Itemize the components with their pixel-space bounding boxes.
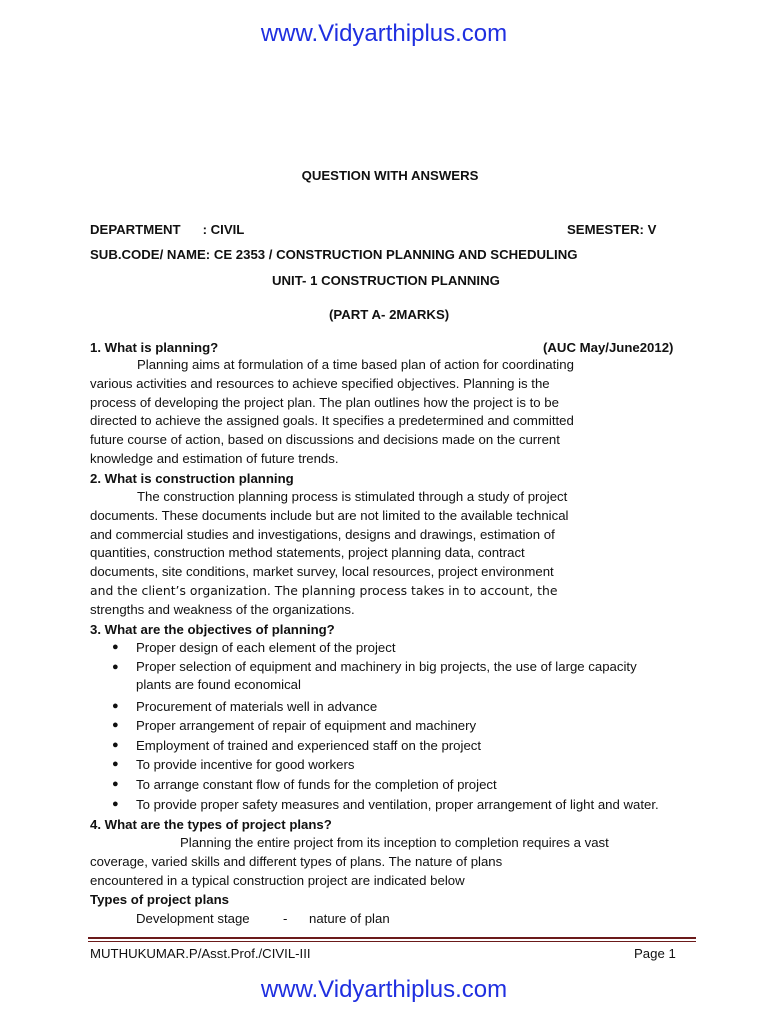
list-item-text: Employment of trained and experienced staff on the project: [136, 737, 482, 753]
footer-divider: [88, 941, 696, 942]
answer-2-line: quantities, construction method statements, project planning data, contract: [90, 545, 525, 561]
page-number: Page 1: [634, 946, 676, 961]
bullet-icon: ●: [112, 699, 119, 712]
answer-4-line: coverage, varied skills and different types of plans. The nature of plans: [90, 853, 503, 869]
answer-4: [90, 834, 609, 890]
bullet-icon: ●: [112, 758, 119, 771]
list-item: [90, 775, 659, 795]
list-item: [90, 658, 659, 697]
list-item-text: Proper selection of equipment and machinery in big projects, the use of large capacity: [136, 658, 637, 674]
semester-label: SEMESTER: V: [567, 222, 657, 237]
answer-2-line: The construction planning process is stimulated through a study of project: [137, 489, 568, 504]
table-cell-nature: nature of plan: [309, 911, 390, 926]
types-subheading: Types of project plans: [90, 892, 229, 907]
bullet-icon: ●: [112, 641, 119, 653]
list-item: [90, 795, 659, 815]
site-link-top[interactable]: www.Vidyarthiplus.com: [260, 20, 508, 47]
answer-1-line: various activities and resources to achieve specified objectives. Planning is the: [90, 375, 550, 391]
answer-4-line: Planning the entire project from its inception to completion requires a vast: [180, 835, 609, 850]
unit-heading: UNIT- 1 CONSTRUCTION PLANNING: [272, 273, 500, 288]
list-item: [90, 755, 659, 775]
answer-1-line: Planning aims at formulation of a time based plan of action for coordinating: [137, 357, 574, 372]
answer-1-line: process of developing the project plan. The plan outlines how the project is to be: [90, 394, 559, 410]
list-item-text: Proper design of each element of the project: [136, 640, 396, 655]
table-cell-stage: Development stage: [136, 911, 250, 926]
footer-author: MUTHUKUMAR.P/Asst.Prof./CIVIL-III: [90, 946, 311, 961]
answer-2-line: and the client’s organization. The planning process takes in to account, the: [90, 582, 558, 598]
list-item-text: Procurement of materials well in advance: [136, 698, 378, 714]
bullet-icon: ●: [112, 777, 119, 790]
list-item-text: To provide incentive for good workers: [136, 757, 355, 773]
list-item-text: Proper arrangement of repair of equipment and machinery: [136, 718, 477, 734]
list-item: [90, 638, 659, 658]
answer-1: [90, 356, 574, 469]
bullet-icon: ●: [112, 719, 119, 732]
answer-4-line: encountered in a typical construction project are indicated below: [90, 872, 465, 888]
answer-2-line: documents. These documents include but are not limited to the available technical: [90, 507, 569, 523]
document-title: QUESTION WITH ANSWERS: [301, 168, 479, 183]
question-4: 4. What are the types of project plans?: [90, 817, 332, 832]
part-heading: (PART A- 2MARKS): [329, 307, 450, 322]
department-label: DEPARTMENT : CIVIL: [90, 222, 245, 237]
site-link-bottom[interactable]: www.Vidyarthiplus.com: [260, 976, 508, 1003]
answer-1-line: knowledge and estimation of future trends.: [90, 450, 339, 466]
answer-2: [90, 488, 568, 620]
question-1-reference: (AUC May/June2012): [543, 340, 674, 355]
question-2: 2. What is construction planning: [90, 471, 294, 486]
list-item-text: To arrange constant flow of funds for the completion of project: [136, 776, 497, 792]
list-item: [90, 716, 659, 736]
question-3: 3. What are the objectives of planning?: [90, 622, 335, 637]
answer-1-line: future course of action, based on discussions and decisions made on the current: [90, 432, 560, 448]
answer-2-line: documents, site conditions, market survey, local resources, project environment: [90, 564, 554, 580]
objectives-list: [90, 638, 659, 814]
list-item: [90, 697, 659, 717]
footer-divider: [88, 937, 696, 939]
question-1: 1. What is planning?: [90, 340, 219, 355]
answer-1-line: directed to achieve the assigned goals. It specifies a predetermined and committed: [90, 413, 574, 429]
answer-2-line: strengths and weakness of the organizations.: [90, 601, 355, 617]
answer-2-line: and commercial studies and investigations, designs and drawings, estimation of: [90, 526, 555, 542]
bullet-icon: ●: [112, 738, 119, 751]
subject-label: SUB.CODE/ NAME: CE 2353 / CONSTRUCTION PLANNING AND SCHEDULING: [90, 247, 578, 262]
list-item-text: plants are found economical: [136, 676, 301, 692]
table-cell-separator: -: [283, 911, 288, 926]
list-item-text: To provide proper safety measures and ventilation, proper arrangement of light and water.: [136, 796, 659, 812]
list-item: [90, 736, 659, 756]
bullet-icon: ●: [112, 797, 119, 810]
bullet-icon: ●: [112, 660, 119, 673]
